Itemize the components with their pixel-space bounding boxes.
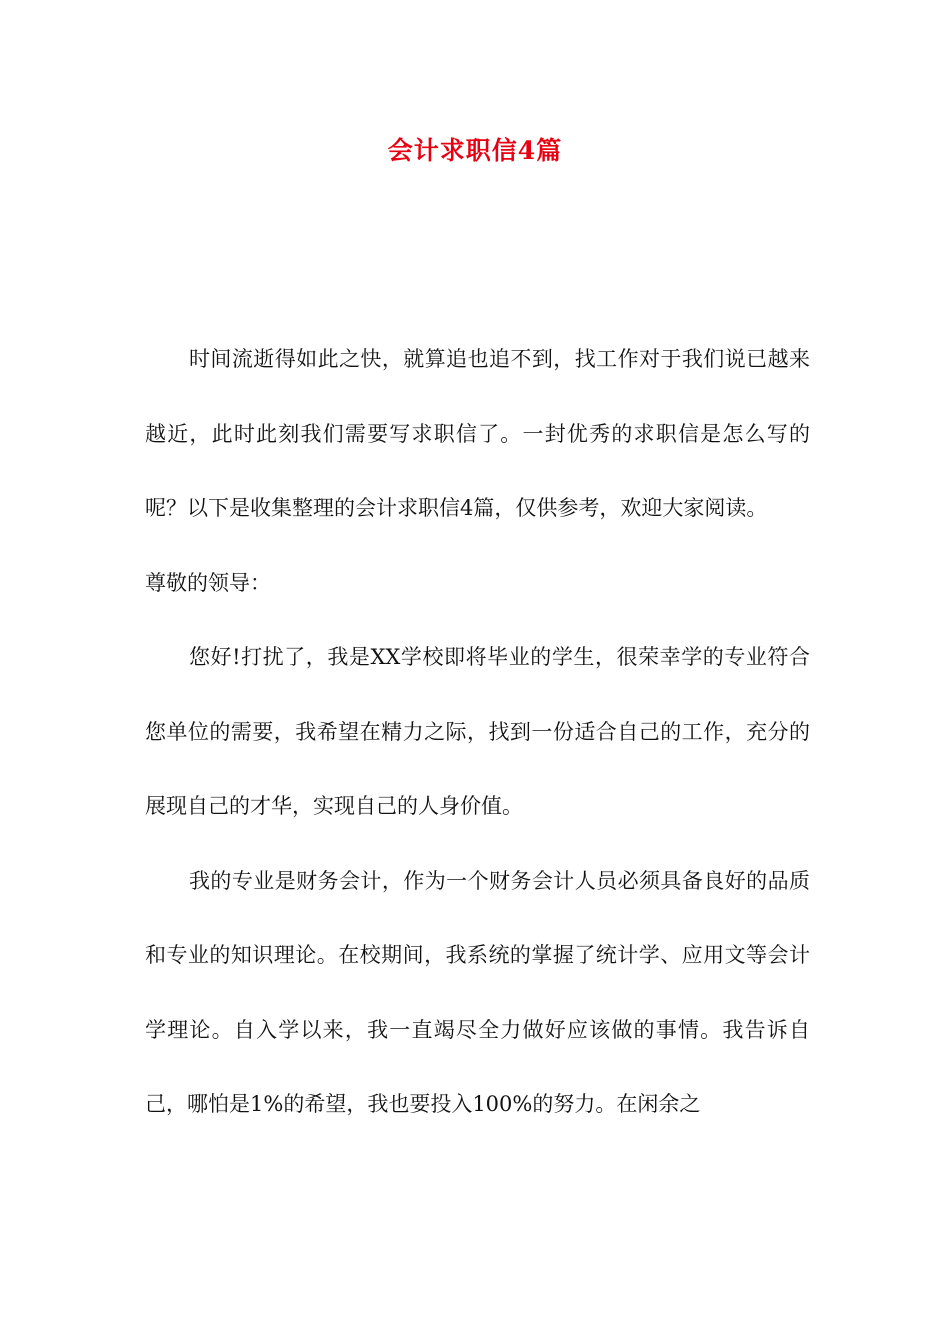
greeting-paragraph: 您好!打扰了，我是XX学校即将毕业的学生，很荣幸学的专业符合您单位的需要，我希望在精力之际，找到一份适合自己的工作，充分的展现自己的才华，实现自己的人身价值。	[145, 645, 810, 818]
major-paragraph: 我的专业是财务会计，作为一个财务会计人员必须具备良好的品质和专业的知识理论。在校期间，我系统的掌握了统计学、应用文等会计学理论。自入学以来，我一直竭尽全力做好应该做的事情。我告诉自己，哪怕是1%的希望，我也要投入100%的努力。在闲余之	[145, 868, 810, 1116]
intro-paragraph: 时间流逝得如此之快，就算追也追不到，找工作对于我们说已越来越近，此时此刻我们需要写求职信了。一封优秀的求职信是怎么写的呢？以下是收集整理的会计求职信4篇，仅供参考，欢迎大家阅读。	[145, 347, 810, 520]
document-body	[145, 322, 810, 1142]
salutation: 尊敬的领导：	[145, 570, 271, 595]
document-title: 会计求职信4篇	[387, 136, 563, 165]
